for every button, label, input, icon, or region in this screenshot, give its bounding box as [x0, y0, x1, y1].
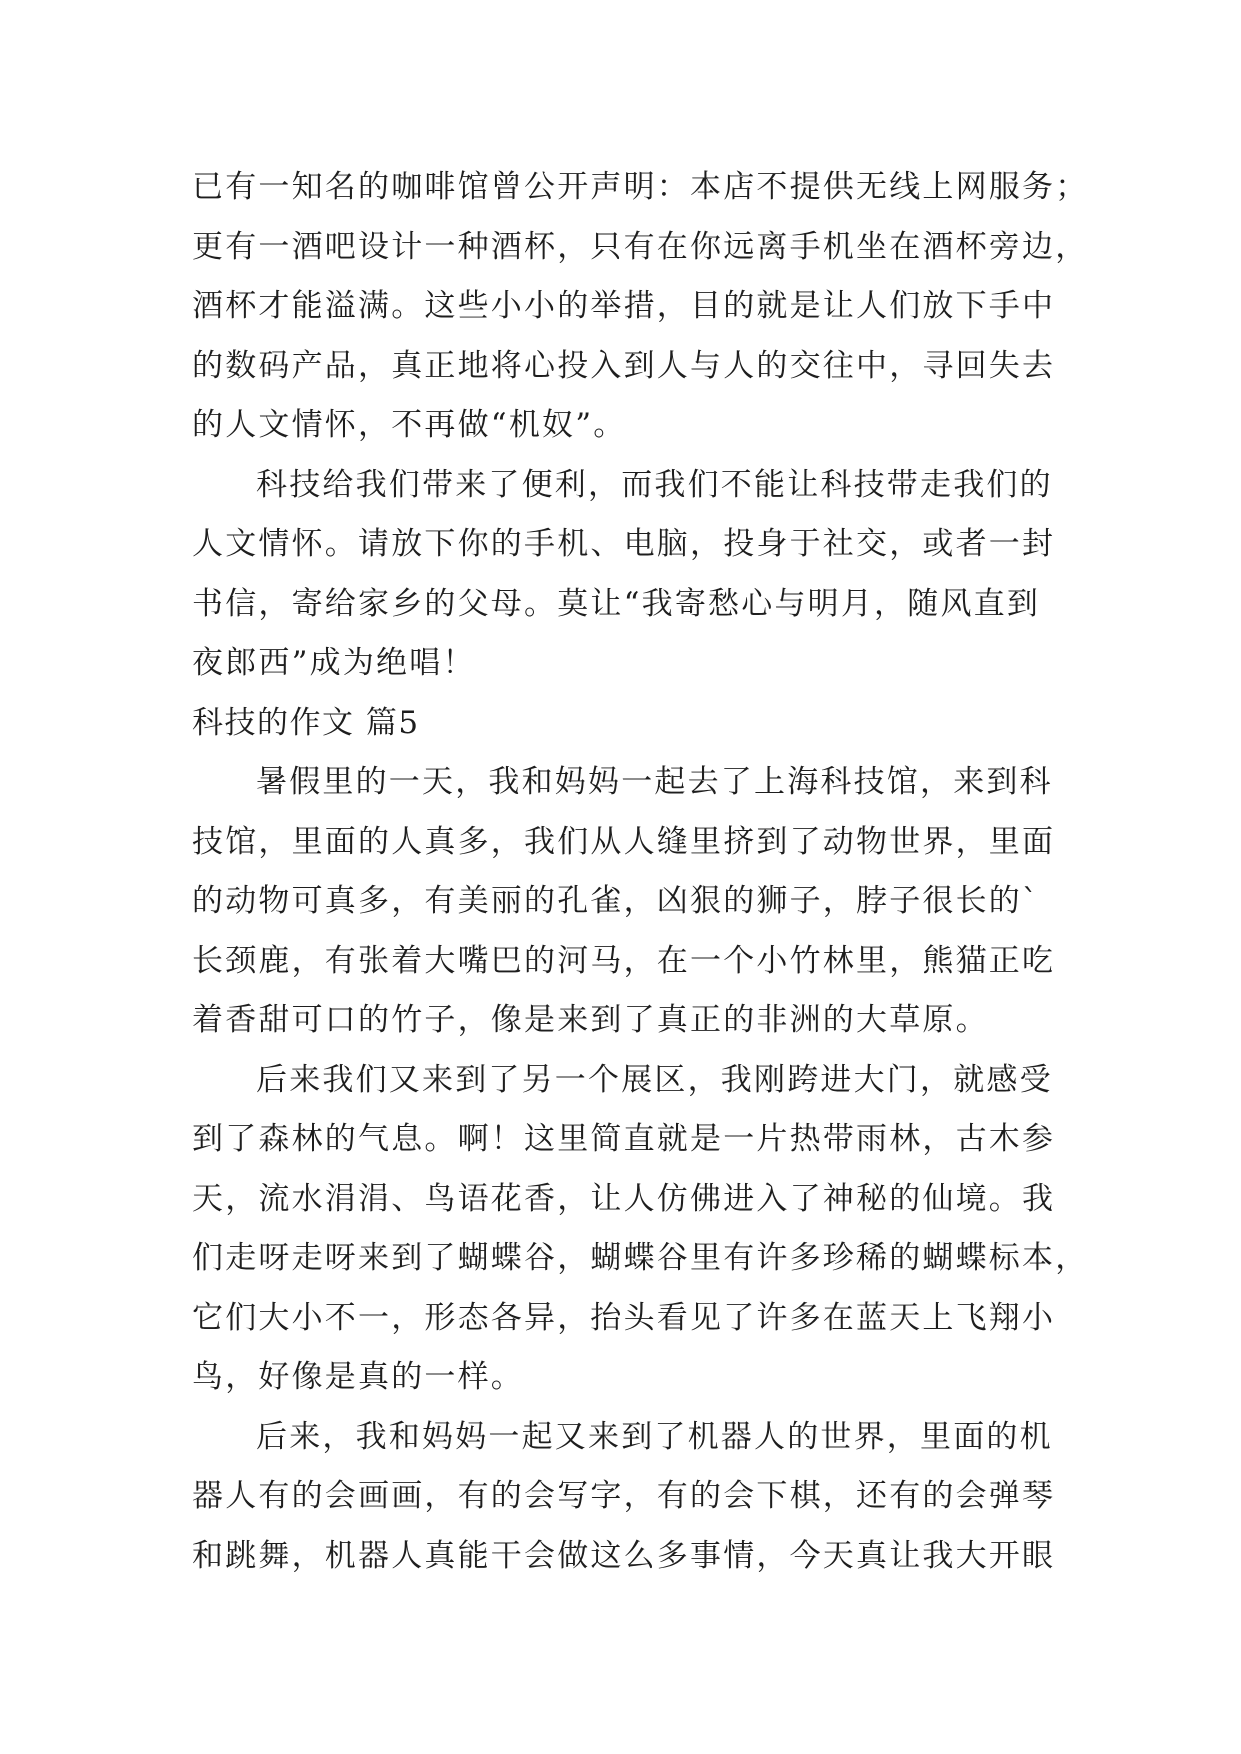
- paragraph: [192, 1408, 1092, 1587]
- text-line: 后来，我和妈妈一起又来到了机器人的世界，里面的机: [256, 1418, 1053, 1455]
- paragraph: [192, 456, 1092, 694]
- text-line: 后来我们又来到了另一个展区，我刚跨进大门，就感受: [256, 1061, 1053, 1098]
- document-body: [192, 158, 1092, 1586]
- text-line: 它们大小不一，形态各异，抬头看见了许多在蓝天上飞翔小: [192, 1299, 1056, 1336]
- text-line: 书信，寄给家乡的父母。莫让“我寄愁心与明月，随风直到: [192, 585, 1041, 622]
- text-line: 夜郎西”成为绝唱！: [192, 645, 476, 681]
- text-line: 们走呀走呀来到了蝴蝶谷，蝴蝶谷里有许多珍稀的蝴蝶标本，: [192, 1240, 1089, 1276]
- text-line: 天，流水涓涓、鸟语花香，让人仿佛进入了神秘的仙境。我: [192, 1180, 1056, 1217]
- text-line: 器人有的会画画，有的会写字，有的会下棋，还有的会弹琴: [192, 1478, 1056, 1514]
- text-line: 的动物可真多，有美丽的孔雀，凶狠的狮子，脖子很长的`: [192, 883, 1040, 919]
- paragraph: [192, 158, 1092, 456]
- paragraph: [192, 1051, 1092, 1408]
- text-line: 人文情怀。请放下你的手机、电脑，投身于社交，或者一封: [192, 526, 1056, 562]
- text-line: 更有一酒吧设计一种酒杯，只有在你远离手机坐在酒杯旁边，: [192, 228, 1089, 265]
- text-line: 已有一知名的咖啡馆曾公开声明：本店不提供无线上网服务；: [192, 169, 1089, 205]
- text-line: 的人文情怀，不再做“机奴”。: [192, 407, 627, 443]
- text-line: 技馆，里面的人真多，我们从人缝里挤到了动物世界，里面: [192, 823, 1056, 860]
- text-line: 着香甜可口的竹子，像是来到了真正的非洲的大草原。: [192, 1002, 989, 1038]
- section-heading: 科技的作文 篇5: [192, 704, 420, 741]
- text-line: 长颈鹿，有张着大嘴巴的河马，在一个小竹林里，熊猫正吃: [192, 942, 1056, 979]
- text-line: 酒杯才能溢满。这些小小的举措，目的就是让人们放下手中: [192, 288, 1056, 324]
- text-line: 科技给我们带来了便利，而我们不能让科技带走我们的: [256, 466, 1053, 503]
- text-line: 到了森林的气息。啊！这里简直就是一片热带雨林，古木参: [192, 1121, 1056, 1157]
- text-line: 暑假里的一天，我和妈妈一起去了上海科技馆，来到科: [256, 764, 1053, 800]
- text-line: 和跳舞，机器人真能干会做这么多事情，今天真让我大开眼: [192, 1537, 1056, 1574]
- text-line: 鸟，好像是真的一样。: [192, 1359, 524, 1395]
- text-line: 的数码产品，真正地将心投入到人与人的交往中，寻回失去: [192, 347, 1056, 384]
- paragraph: [192, 753, 1092, 1051]
